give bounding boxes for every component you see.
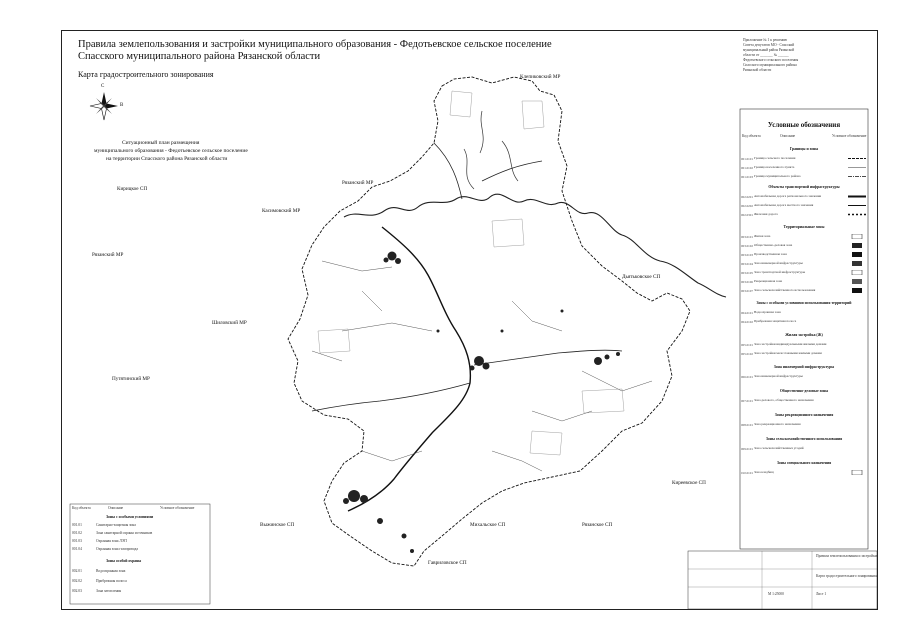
- stamp-line: М 1:25000: [768, 592, 784, 596]
- stamp-line: Карта градостроительного зонирования: [816, 574, 877, 578]
- legend-section: Границы и зоны: [789, 147, 819, 151]
- municipality-boundary: [288, 74, 690, 566]
- inset-col-code: Код объекта: [72, 506, 91, 510]
- legend-row: 003.0101 Жилая зона: [740, 233, 868, 241]
- inset-col-symbol: Условное обозначение: [160, 506, 195, 510]
- legend-section: Объекты транспортной инфраструктуры: [768, 185, 840, 189]
- approval-line: Федотьевского сельского поселения: [743, 58, 799, 62]
- inset-row-code: 002.03: [72, 589, 82, 593]
- inset-row-code: 001.01: [72, 523, 82, 527]
- map-name: Карта градостроительного зонирования: [78, 70, 214, 79]
- neighbor-label: Касимовский МР: [262, 208, 301, 214]
- neighbor-label: Михальское СП: [470, 522, 506, 528]
- neighbor-label: Путятинский МР: [112, 376, 150, 382]
- legend-row: 001.0102 Граница населенного пункта: [741, 165, 795, 170]
- compass-rose-icon: [90, 92, 118, 120]
- situational-plan-line1: Ситуационный план размещения: [122, 140, 200, 146]
- legend-title: Условные обозначения: [767, 121, 841, 129]
- settlement-markers: [343, 252, 620, 554]
- legend-row: 007.0101 Зона делового, общественного назначения: [741, 398, 814, 403]
- inset-row-code: 001.04: [72, 547, 82, 551]
- legend-row: 005.0102 Зона застройки малоэтажными жилыми домами: [741, 351, 822, 356]
- legend-section: Зона инженерной инфраструктуры: [773, 365, 835, 369]
- inset-row-label: Водоохранная зона: [96, 569, 126, 573]
- stamp-line: Правила землепользования и застройки: [816, 554, 877, 558]
- neighbor-label: Рязанское СП: [582, 522, 613, 528]
- neighbor-label: Рязанский МР: [342, 180, 374, 186]
- legend-row: 004.0102 Прибрежная защитная полоса: [741, 319, 797, 324]
- legend-row: 002.0201 Автомобильная дорога регионального значения: [741, 194, 821, 199]
- legend-col-code: Код объекта: [742, 134, 761, 138]
- approval-line: Спасского муниципального района: [743, 63, 797, 67]
- legend-section: Территориальные зоны: [783, 225, 825, 229]
- map-title-line2: Спасского муниципального района Рязанской области: [78, 51, 321, 62]
- legend-section: Жилая застройка (Ж): [785, 333, 823, 337]
- legend-section: Зоны сельскохозяйственного использования: [765, 437, 843, 441]
- approval-line: муниципальный район Рязанской: [743, 48, 795, 52]
- compass-north-label: С: [101, 84, 105, 89]
- legend-section: Общественно-деловые зоны: [779, 389, 829, 393]
- legend-row: 002.0202 Автомобильная дорога местного значения: [741, 203, 814, 208]
- inset-row-code: 002.01: [72, 569, 82, 573]
- inset-row-label: Прибрежная полоса: [96, 579, 127, 583]
- legend-row: 003.0106 Рекреационная зона: [740, 278, 868, 286]
- inset-row-code: 002.02: [72, 579, 82, 583]
- legend-row: 005.0101 Зона застройки индивидуальными жилыми домами: [741, 342, 827, 347]
- legend-section: Зоны с особыми условиями использования территорий: [756, 301, 852, 305]
- river-branch: [464, 111, 518, 189]
- inset-row-code: 001.02: [72, 531, 82, 535]
- legend-row: 009.0101 Зона сельскохозяйственных угодий: [741, 446, 804, 451]
- neighbor-label: Шиловский МР: [212, 320, 247, 326]
- inset-row-label: Охранная зона ЛЭП: [96, 539, 127, 543]
- situational-plan-line2: муниципального образования - Федотьевское сельское поселение: [94, 148, 248, 154]
- approval-line: Приложение № 1 к решению: [743, 38, 788, 42]
- legend-row: 003.0102 Общественно-деловая зона: [740, 242, 868, 250]
- inset-col-name: Описание: [108, 506, 124, 510]
- neighbor-label: Дьятьковское СП: [622, 274, 661, 280]
- map-sheet: [61, 30, 878, 610]
- compass-east-label: В: [120, 103, 124, 108]
- inset-row-label: Охранная зона газопровода: [96, 547, 138, 551]
- legend-col-name: Описание: [780, 134, 796, 138]
- inset-row-label: Зона санитарной охраны источников: [96, 531, 153, 535]
- inset-row-label: Санитарно-защитная зона: [96, 523, 136, 527]
- approval-line: области от _______ № ______: [743, 53, 789, 57]
- approval-line: Совета депутатов МО - Спасский: [743, 43, 795, 47]
- legend-row: 010.0101 Зона кладбищ: [740, 469, 868, 477]
- stamp-line: Лист 1: [816, 592, 827, 596]
- legend-row: 001.0103 Граница муниципального района: [741, 174, 801, 179]
- neighbor-label: Клепиковский МР: [520, 74, 561, 80]
- legend-section: Зоны рекреационного назначения: [774, 413, 834, 417]
- neighbor-label: Рязанский МР: [92, 252, 124, 258]
- map-title-line1: Правила землепользования и застройки муниципального образования - Федотьевское сельское поселение: [78, 39, 552, 50]
- main-road: [348, 227, 470, 511]
- neighbor-label: Кирицкое СП: [117, 186, 148, 192]
- situational-plan-line3: на территории Спасского района Рязанской области: [106, 156, 228, 162]
- neighbor-label: Киреевское СП: [672, 480, 706, 486]
- legend-row: 003.0104 Зона инженерной инфраструктуры: [740, 260, 868, 268]
- river: [344, 194, 726, 297]
- neighbor-label: Гавриловское СП: [428, 560, 467, 566]
- legend-row: 006.0101 Зона инженерной инфраструктуры: [741, 374, 803, 379]
- legend-row: 003.0107 Зона сельскохозяйственного использования: [740, 287, 868, 295]
- legend-row: 001.0101 Граница сельского поселения: [741, 156, 796, 161]
- legend-row: 003.0103 Производственная зона: [740, 251, 868, 259]
- legend-row: 004.0101 Водоохранная зона: [741, 310, 781, 315]
- title-block-stamp: [688, 551, 877, 609]
- inset-legend: [70, 504, 210, 604]
- inset-section: Зоны с особыми условиями: [106, 515, 154, 519]
- inset-section: Зоны особой охраны: [106, 559, 142, 563]
- field-parcels: [318, 91, 624, 455]
- inset-row-label: Зона затопления: [96, 589, 122, 593]
- legend-col-symbol: Условное обозначение: [832, 134, 867, 138]
- inset-row-code: 001.03: [72, 539, 82, 543]
- approval-line: Рязанской области: [743, 68, 772, 72]
- legend-row: 003.0105 Зона транспортной инфраструктуры: [740, 269, 868, 277]
- neighbor-label: Выжинское СП: [260, 522, 295, 528]
- legend-row: 002.0301 Железная дорога: [741, 212, 778, 217]
- legend-row: 008.0101 Зона рекреационного назначения: [741, 422, 801, 427]
- legend-section: Зоны специального назначения: [776, 461, 832, 465]
- legend-panel: [740, 109, 868, 589]
